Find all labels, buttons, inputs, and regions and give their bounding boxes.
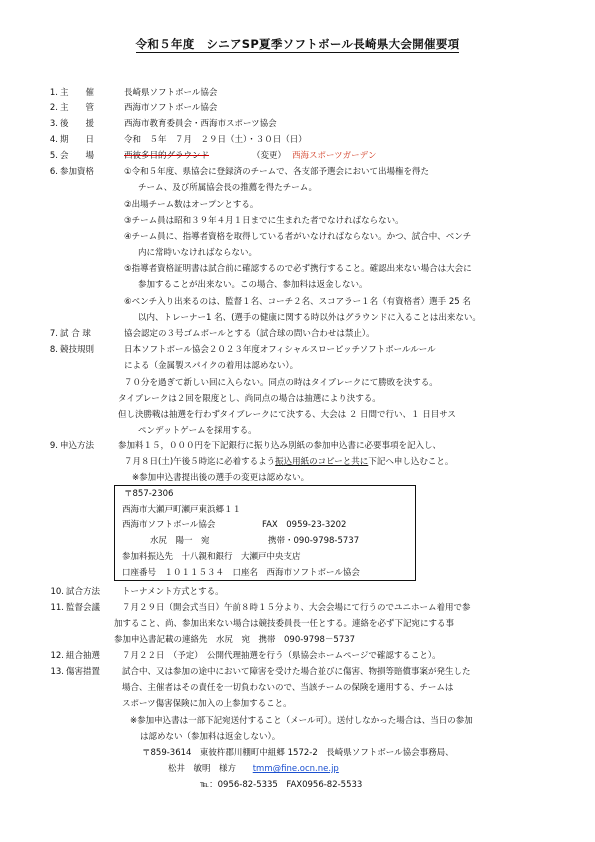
footer-contact: 松井 敏明 様方 tmm@fine.ocn.ne.jp bbox=[168, 764, 339, 774]
application-deadline: ７月８日(土)午後５時迄に必着するよう振込用紙のコピーと共に下記へ申し込むこと。 bbox=[124, 457, 454, 467]
new-venue: 西海スポーツガーデン bbox=[292, 151, 377, 161]
email-link[interactable]: tmm@fine.ocn.ne.jp bbox=[252, 764, 339, 774]
document-page: 令和５年度 シニアSP夏季ソフトボール長崎県大会開催要項 1. 主 催 長崎県ソフトボール協会 2. 主 管 西海市ソフトボール協会 3. 後 援 西海市教育委員会・西海市スポーツ協会 4. 期 日 令和 ５年 ７月 ２９日（土）・３０日（日） 5. 会 場 西彼多目的グラウンド （変更） 西海スポーツガーデン 6. 参加資格 ①令和５年度、県協会に登録済のチームで、各支部予選会において出場権を得た チーム、及び所属協会長の推薦を得たチーム。 ②出場チーム数はオープンとする。 ③チーム員は昭和３９年４月１日までに生まれた者でなければならない。 ④チーム員に、指導者資格を取得している者がいなければならない。かつ、試合中、ベンチ 内に常時いなければならない。 ⑤指導者資格証明書は試合前に確認するので必ず携行すること。確認出来ない場合は大会に 参加することが出来ない。この場合、参加料は返金しない。 ⑥ベンチ入り出来るのは、監督１名、コーチ２名、スコアラー１名（有資格者）選手 25 名 以内、トレーナー1 名、(選手の健康に関する時以外はグラウンドに入ることは出来ない。 7. 試 合 球 協会認定の３号ゴムボールとする（試合球の問い合わせは禁止）。 8. 競技規則 日本ソフトボール協会２０２３年度オフィシャルスローピッチソフトボールルール による（金属製スパイクの着用は認めない）。 ７０分を過ぎて新しい回に入らない。同点の時はタイブレークにて勝敗を決する。 タイブレークは２回を限度とし、尚同点の場合は抽選により決する。 但し決勝戦は抽選を行わずタイブレークにて決する、大会は ２ 日間で行い、１ 日目サス ペンデットゲームを採用する。 9. 申込方法 参加料１５，０００円を下記銀行に振り込み別紙の参加申込書に必要事項を記入し、 ７月８日(土)午後５時迄に必着するよう振込用紙のコピーと共に下記へ申し込むこと。 ※参加申込書提出後の選手の変更は認めない。 〒857-2306 西海市大瀬戸町瀬戸東浜郷１１ 西海市ソフトボール協会 FAX 0959-23-3202 水尻 陽一 宛 携帯・090-9798-5737 参加料振込先 十八親和銀行 大瀬戸中央支店 口座番号 １０１１５３４ 口座名 西海市ソフトボール協会 10. 試合方法 トーナメント方式とする。 11. 監督会議 ７月２９日（開会式当日）午前８時１５分より、大会会場にて行うのでユニホーム着用で参 加すること、尚、参加出来ない場合は競技委員長一任とする。連絡を必ず下記宛にする事 参加申込書記載の連絡先 水尻 宛 携帯 090-9798－5737 12. 組合抽選 ７月２２日 （予定） 公開代理抽選を行う（県協会ホームページで確認すること）。 13. 傷害措置 試合中、又は参加の途中において障害を受けた場合並びに傷害、物損等賠償事案が発生した 場合、主催者はその責任を一切負わないので、当該チームの保険を適用する、チームは スポーツ傷害保険に加入の上参加すること。 ※参加申込書は一部下記宛送付すること（メール可）。送付しなかった場合は、当日の参加 は認めない（参加料は返金しない）。 〒859-3614 東彼杵郡川棚町中組郷 1572-2 長崎県ソフトボール協会事務局、 松井 敏明 様方 tmm@fine.ocn.ne.jp ℡：0956-82-5335 FAX0956-82-5533 bbox=[0, 0, 595, 842]
document-title: 令和５年度 シニアSP夏季ソフトボール長崎県大会開催要項 bbox=[135, 37, 460, 51]
old-venue: 西彼多目的グラウンド bbox=[124, 151, 210, 161]
footer-address: 〒859-3614 東彼杵郡川棚町中組郷 1572-2 長崎県ソフトボール協会事務局、 bbox=[142, 748, 454, 758]
footer-phone: ℡：0956-82-5335 FAX0956-82-5533 bbox=[200, 780, 363, 790]
